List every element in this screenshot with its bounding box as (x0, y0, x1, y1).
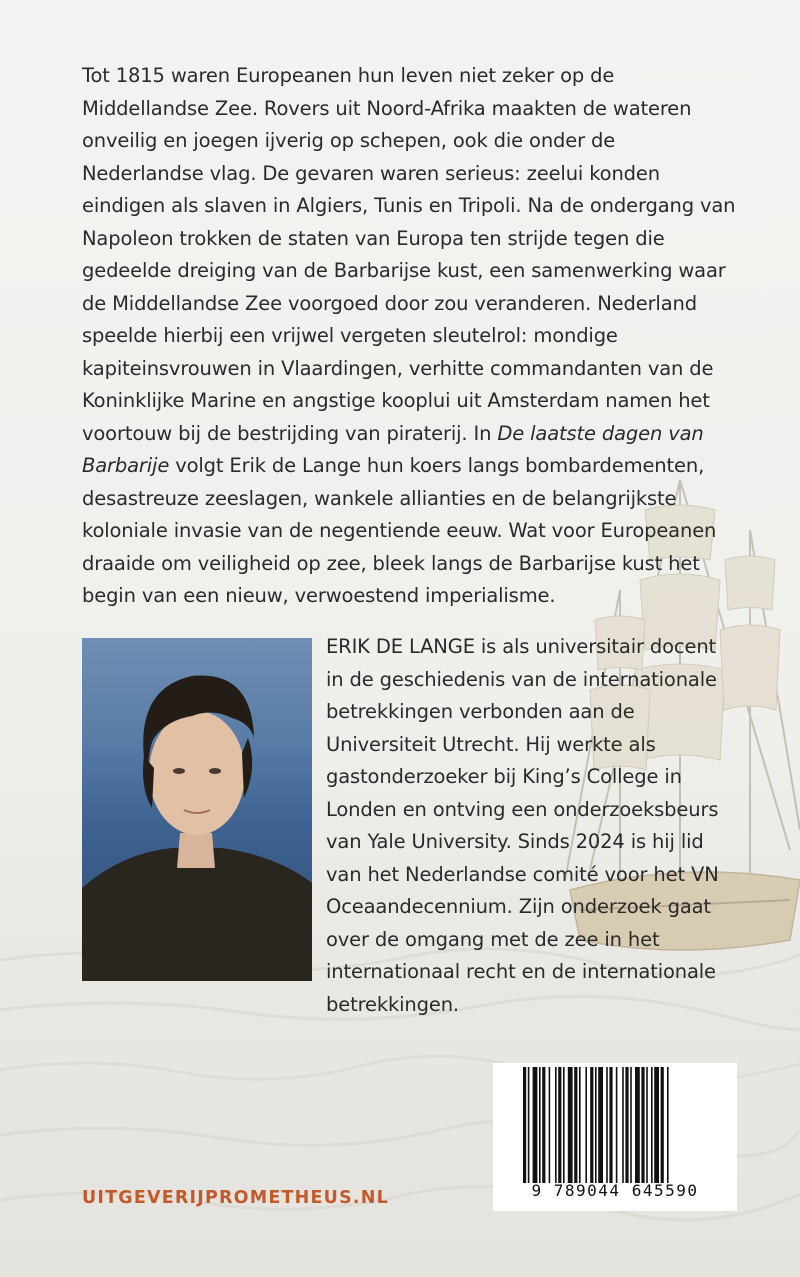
author-portrait-illustration (82, 638, 312, 981)
barcode (493, 1063, 737, 1211)
publisher-website[interactable]: UITGEVERIJPROMETHEUS.NL (82, 1188, 389, 1208)
author-bio: ERIK DE LANGE is als universitair docent in de geschiedenis van de internationale betrekkingen verbonden aan de Universiteit Utrecht. Hij werkte als gastonderzoeker bij King’s College in Londen en ontving een onderzoeksbeurs van Yale University. Sinds 2024 is hij lid van het Nederlandse comité voor het VN Oceaandecennium. Zijn onderzoek gaat over de omgang met de zee in het internationaal recht en de internationale betrekkingen. (326, 635, 719, 1016)
back-cover-blurb (82, 60, 742, 613)
isbn-number: 9 789044 645590 (531, 1181, 699, 1200)
blurb-text-part-1: Tot 1815 waren Europeanen hun leven niet zeker op de Middellandse Zee. Rovers uit Noord-Afrika maakten de wateren onveilig en joegen ijverig op schepen, ook die onder de Nederlandse vlag. De gevaren waren serieus: zeelui konden eindigen als slaven in Algiers, Tunis en Tripoli. Na de ondergang van Napoleon trokken de staten van Europa ten strijde tegen die gedeelde dreiging van de Barbarijse kust, een samenwerking waar de Middellandse Zee voorgoed door zou veranderen. Nederland speelde hierbij een vrijwel vergeten sleutelrol: mondige kapiteinsvrouwen in Vlaardingen, verhitte commandanten van de Koninklijke Marine en angstige kooplui uit Amsterdam namen het voortouw bij de bestrijding van piraterij. In (82, 64, 736, 445)
blurb-text-part-2: volgt Erik de Lange hun koers langs bombardementen, desastreuze zeeslagen, wankele allianties en de belangrijkste koloniale invasie van de negentiende eeuw. Wat voor Europeanen draaide om veiligheid op zee, bleek langs de Barbarijse kust het begin van een nieuw, verwoestend imperialisme. (82, 454, 717, 607)
barcode-bars (523, 1067, 707, 1183)
book-title-italic: De laatste dagen van Barbarije (82, 421, 704, 477)
author-photo (82, 638, 312, 981)
